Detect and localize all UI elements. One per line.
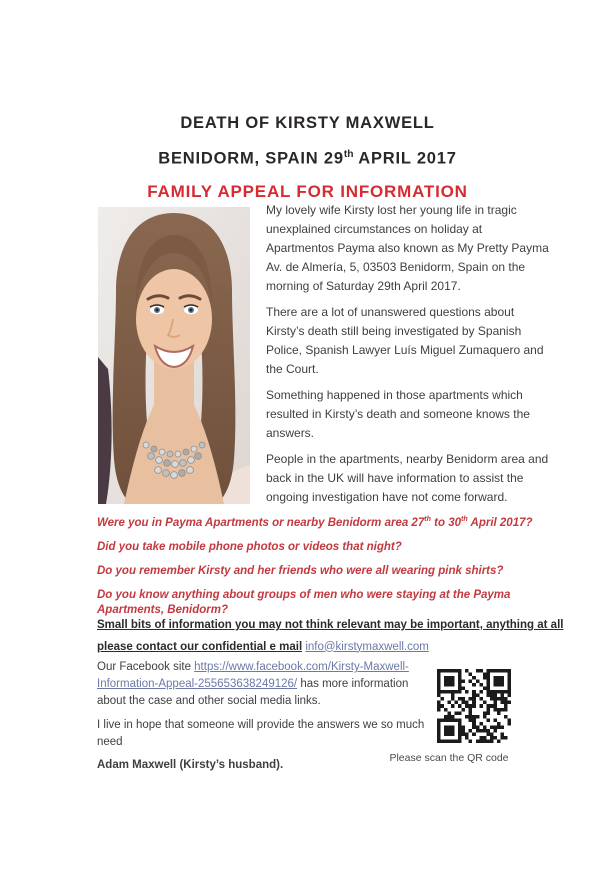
bottom-right-column [389,659,537,774]
portrait-illustration [98,207,250,504]
appeal-questions [97,512,575,627]
ordinal-30th: th [461,515,468,523]
paragraph-4: People in the apartments, nearby Benidorm area and back in the UK will have information to assist the ongoing investigation have not come forward. [266,452,549,504]
contact-bold-text: Small bits of information you may not think relevant may be important, anything at all please contact our confidential e mail [97,619,564,653]
signature: Adam Maxwell (Kirsty’s husband). [97,759,284,771]
question-3: Do you remember Kirsty and her friends who were all wearing pink shirts? [97,564,504,577]
qr-caption: Please scan the QR code [389,752,509,764]
intro-paragraphs [266,201,550,514]
paragraph-1: My lovely wife Kirsty lost her young life in tragic unexplained circumstances on holiday at Apartmentos Payma also known as My Pretty Payma Av. de Almería, 5, 03503 Benidorm, Spain on the morning of Saturday 29th April 2017. [266,203,549,293]
question-2: Did you take mobile phone photos or videos that night? [97,540,402,553]
ordinal-27th: th [424,515,431,523]
email-link[interactable]: info@kirstymaxwell.com [305,640,429,653]
bottom-block [97,659,537,774]
question-1-tail: April 2017? [467,516,533,529]
facebook-link[interactable]: https://www.facebook.com/Kirsty-Maxwell-Information-Appeal-255653638249126/ [97,661,409,690]
facebook-text-post: has more information about the case and other social media links. [97,678,409,707]
kirsty-portrait-photo [98,207,250,504]
question-1 [97,512,575,531]
question-4: Do you know anything about groups of men who were staying at the Payma Apartments, Benidorm? [97,588,511,616]
paragraph-2: There are a lot of unanswered questions about Kirsty’s death still being investigated by Spanish Police, Spanish Lawyer Luís Miguel Zumaquero and the Court. [266,305,544,376]
qr-code-image [437,669,511,743]
question-1-text: Were you in Payma Apartments or nearby Benidorm area 27 [97,516,425,529]
title-line-1: DEATH OF KIRSTY MAXWELL [180,114,435,132]
title-ordinal-suffix: th [343,149,354,160]
question-1-mid: to 30 [430,516,462,529]
title-line-2-tail: APRIL 2017 [353,149,457,168]
facebook-text-pre: Our Facebook site [97,661,195,673]
flyer-header [0,114,615,201]
paragraph-3: Something happened in those apartments which resulted in Kirsty’s death and someone knows the answers. [266,388,530,440]
hope-text: I live in hope that someone will provide the answers we so much need [97,719,425,748]
qr-code [437,669,511,743]
contact-line [97,615,575,658]
title-line-2-text: BENIDORM, SPAIN 29 [158,149,344,168]
facebook-paragraph [97,659,437,710]
appeal-heading: FAMILY APPEAL FOR INFORMATION [147,181,468,201]
title-line-2 [0,145,615,169]
